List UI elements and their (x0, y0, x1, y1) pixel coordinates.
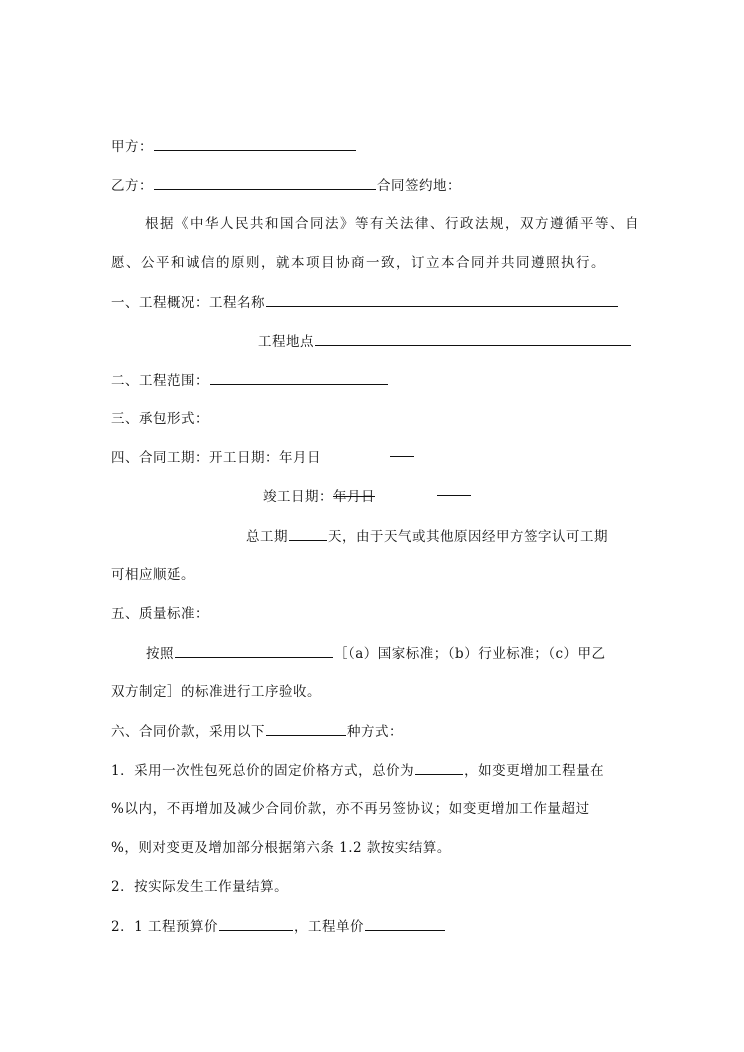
total-period-text: 天，由于天气或其他原因经甲方签字认可工期 (328, 529, 608, 545)
item1-text: 1．采用一次性包死总价的固定价格方式，总价为 (111, 763, 415, 779)
sec1-label: 一、工程概况：工程名称 (111, 295, 265, 311)
item2-line: 2．按实际发生工作量结算。 (111, 879, 289, 895)
item1-line (111, 760, 604, 781)
method-blank[interactable] (266, 721, 346, 736)
party-b-blank[interactable] (154, 175, 376, 190)
sec4-end-date (263, 487, 375, 507)
sec6-methods: 种方式： (347, 724, 403, 740)
party-a-blank[interactable] (154, 136, 356, 151)
sec6-line (111, 721, 403, 742)
budget-price-blank[interactable] (219, 916, 293, 931)
standard-blank[interactable] (175, 643, 333, 658)
party-b-label: 乙方： (111, 178, 153, 194)
sec5-line: 五、质量标准： (111, 606, 209, 622)
item21-line (111, 916, 446, 937)
end-date-dash (437, 495, 471, 496)
sec1-project-name (111, 292, 619, 313)
end-date-struck: 年月日 (333, 489, 375, 505)
total-days-blank[interactable] (289, 526, 327, 541)
start-date-dash (390, 456, 414, 457)
sec6-label: 六、合同价款，采用以下 (111, 724, 265, 740)
end-date-label: 竣工日期： (263, 489, 333, 505)
sec2-label: 二、工程范围： (111, 373, 209, 389)
party-b-line (111, 175, 461, 196)
project-name-blank[interactable] (266, 292, 618, 307)
sec1-project-location (258, 331, 632, 352)
item1-line-3: %，则对变更及增加部分根据第六条 1.2 款按实结算。 (111, 840, 451, 856)
unit-price-label: ，工程单价 (293, 919, 364, 935)
project-location-blank[interactable] (315, 331, 631, 346)
scope-blank[interactable] (210, 370, 388, 385)
party-a-line (111, 136, 357, 157)
sec5-standard (146, 643, 606, 664)
sec4-extension: 可相应顺延。 (111, 567, 195, 583)
unit-price-blank[interactable] (365, 916, 445, 931)
intro-line-1: 根据《中华人民共和国合同法》等有关法律、行政法规，双方遵循平等、自 (145, 216, 640, 232)
location-label: 工程地点 (258, 334, 314, 350)
sec3-line: 三、承包形式： (111, 411, 209, 427)
sec2-line (111, 370, 389, 391)
sign-place-label: 合同签约地： (377, 178, 461, 194)
standard-options: ［（a）国家标准；（b）行业标准；（c）甲乙 (334, 646, 606, 662)
budget-price-label: 2．1 工程预算价 (111, 919, 218, 935)
item1-line-2: %以内，不再增加及减少合同价款，亦不再另签协议；如变更增加工作量超过 (111, 801, 590, 817)
sec5-acceptance: 双方制定］的标准进行工序验收。 (111, 684, 321, 700)
sec4-total-period (246, 526, 608, 547)
sec4-start-date: 四、合同工期：开工日期：年月日 (111, 450, 321, 466)
total-price-blank[interactable] (415, 760, 463, 775)
total-period-label: 总工期 (246, 529, 288, 545)
party-a-label: 甲方： (111, 139, 153, 155)
item1-text-2: ，如变更增加工程量在 (464, 763, 605, 779)
standard-label: 按照 (146, 646, 174, 662)
intro-line-2: 愿、公平和诚信的原则，就本项目协商一致，订立本合同并共同遵照执行。 (111, 255, 606, 271)
